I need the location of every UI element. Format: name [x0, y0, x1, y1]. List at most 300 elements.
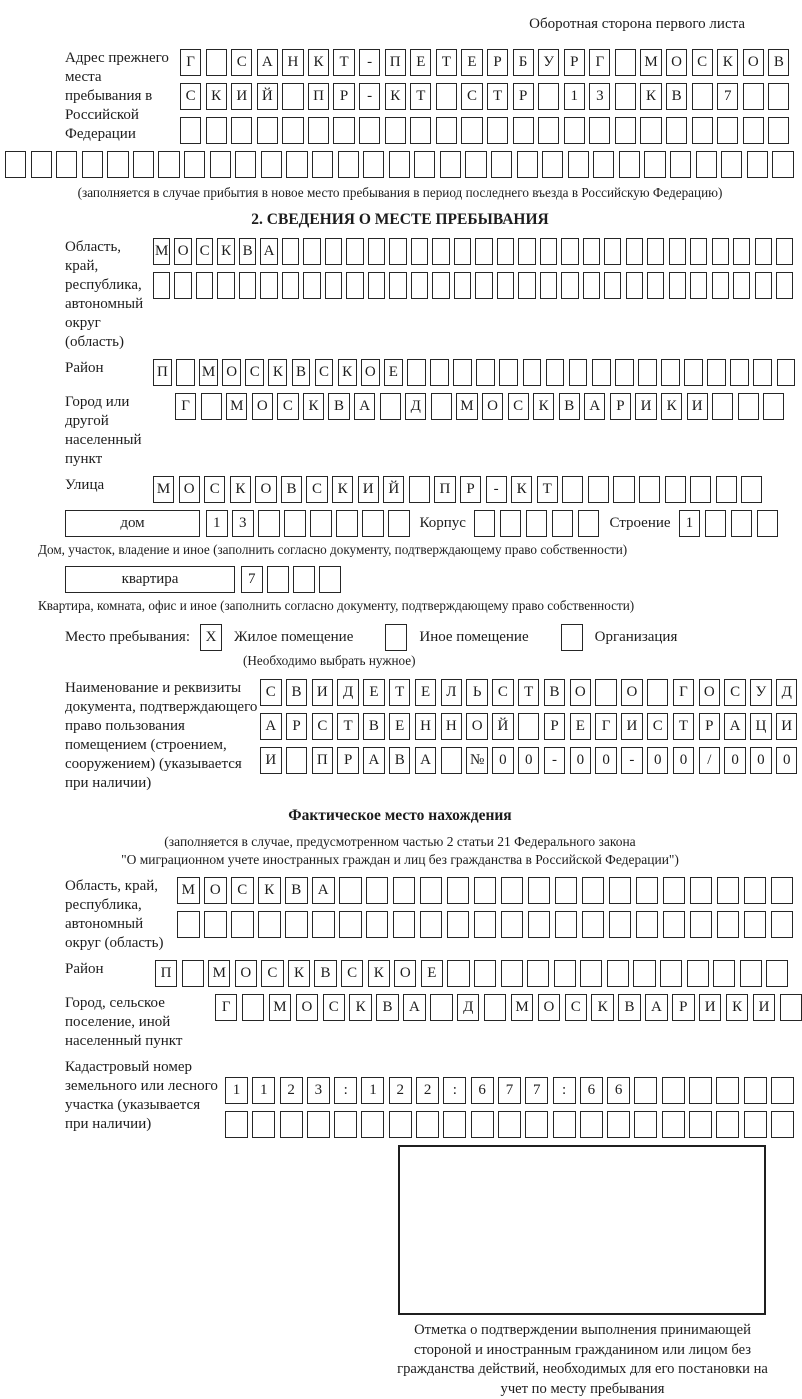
char-cell	[362, 510, 384, 537]
char-cell: М	[153, 238, 170, 265]
char-cell	[431, 393, 452, 420]
char-cell: Р	[672, 994, 694, 1021]
char-cell: О	[699, 679, 721, 706]
char-cell	[542, 151, 563, 178]
char-cell	[525, 1111, 548, 1138]
char-cell	[607, 960, 629, 987]
char-cell: И	[312, 679, 334, 706]
char-cell	[647, 238, 664, 265]
char-cell	[359, 117, 380, 144]
char-cell	[717, 911, 740, 938]
char-cell	[334, 1111, 357, 1138]
char-cell	[690, 272, 707, 299]
char-cell	[744, 877, 767, 904]
char-cell: -	[359, 49, 380, 76]
char-cell	[518, 238, 535, 265]
char-cell	[474, 877, 497, 904]
char-cell: О	[394, 960, 416, 987]
stroenie-row[interactable]	[679, 510, 779, 537]
char-cell: М	[640, 49, 661, 76]
char-cell: К	[303, 393, 324, 420]
char-cell: К	[511, 476, 532, 503]
char-cell: Р	[333, 83, 354, 110]
char-cell: И	[358, 476, 379, 503]
char-cell	[733, 272, 750, 299]
char-cell	[615, 49, 636, 76]
char-cell: К	[338, 359, 357, 386]
district-field	[65, 359, 800, 386]
char-cell: :	[443, 1077, 466, 1104]
stay-type-label: Место пребывания:	[65, 629, 190, 645]
district-row[interactable]	[153, 359, 795, 386]
char-cell	[527, 960, 549, 987]
char-cell	[712, 238, 729, 265]
char-cell	[690, 911, 713, 938]
char-cell	[447, 960, 469, 987]
char-cell: С	[724, 679, 746, 706]
actual-region-row-2[interactable]	[177, 911, 793, 938]
char-cell	[663, 911, 686, 938]
char-cell: К	[206, 83, 227, 110]
char-cell	[604, 238, 621, 265]
char-cell	[626, 238, 643, 265]
char-cell	[436, 83, 457, 110]
char-cell: К	[591, 994, 613, 1021]
char-cell	[346, 238, 363, 265]
char-cell	[647, 272, 664, 299]
char-cell	[325, 272, 342, 299]
char-cell	[389, 272, 406, 299]
char-cell	[282, 238, 299, 265]
char-cell: О	[222, 359, 241, 386]
char-cell	[312, 151, 333, 178]
char-cell	[766, 960, 788, 987]
char-cell: Л	[441, 679, 463, 706]
char-cell	[303, 238, 320, 265]
prev-address-row-1[interactable]	[180, 49, 789, 76]
char-cell	[206, 49, 227, 76]
char-cell: Й	[257, 83, 278, 110]
char-cell: 0	[750, 747, 772, 774]
char-cell	[346, 272, 363, 299]
char-cell	[454, 272, 471, 299]
char-cell: Р	[564, 49, 585, 76]
char-cell	[82, 151, 103, 178]
char-cell	[661, 359, 680, 386]
char-cell	[607, 1111, 630, 1138]
char-cell	[615, 83, 636, 110]
char-cell: Д	[405, 393, 426, 420]
char-cell: 0	[673, 747, 695, 774]
char-cell: Т	[337, 713, 359, 740]
char-cell	[663, 877, 686, 904]
char-cell	[689, 1111, 712, 1138]
char-cell	[634, 1111, 657, 1138]
char-cell	[336, 510, 358, 537]
actual-location-caption-2: "О миграционном учете иностранных граждан и лиц без гражданства в Российской Федерации")	[121, 852, 679, 867]
char-cell: -	[486, 476, 507, 503]
city-row[interactable]	[175, 393, 784, 420]
char-cell	[420, 877, 443, 904]
char-cell: К	[230, 476, 251, 503]
char-cell	[712, 393, 733, 420]
char-cell: В	[389, 747, 411, 774]
char-cell	[389, 1111, 412, 1138]
char-cell	[582, 911, 605, 938]
char-cell: В	[666, 83, 687, 110]
char-cell	[380, 393, 401, 420]
char-cell	[705, 510, 727, 537]
char-cell	[647, 679, 669, 706]
char-cell	[389, 151, 410, 178]
char-cell: :	[334, 1077, 357, 1104]
char-cell	[772, 151, 793, 178]
document-row-3[interactable]	[260, 747, 797, 774]
char-cell	[633, 960, 655, 987]
char-cell: О	[482, 393, 503, 420]
char-cell: 6	[607, 1077, 630, 1104]
char-cell: О	[174, 238, 191, 265]
char-cell: Т	[436, 49, 457, 76]
actual-district-field	[65, 960, 800, 987]
char-cell	[662, 1111, 685, 1138]
char-cell	[776, 272, 793, 299]
char-cell: 0	[595, 747, 617, 774]
char-cell: И	[231, 83, 252, 110]
char-cell	[696, 151, 717, 178]
char-cell	[738, 393, 759, 420]
char-cell	[639, 476, 660, 503]
stroenie-label: Строение	[609, 515, 671, 531]
char-cell: П	[155, 960, 177, 987]
char-cell	[730, 359, 749, 386]
actual-district-label: Район	[65, 961, 104, 977]
char-cell	[517, 151, 538, 178]
cadastre-row-2[interactable]	[225, 1111, 794, 1138]
char-cell: Д	[337, 679, 359, 706]
char-cell	[158, 151, 179, 178]
char-cell	[670, 151, 691, 178]
char-cell	[660, 960, 682, 987]
char-cell	[441, 747, 463, 774]
char-cell	[393, 877, 416, 904]
char-cell	[768, 117, 789, 144]
char-cell	[666, 117, 687, 144]
char-cell: Р	[699, 713, 721, 740]
char-cell: С	[341, 960, 363, 987]
char-cell: К	[308, 49, 329, 76]
char-cell: К	[349, 994, 371, 1021]
char-cell	[615, 117, 636, 144]
char-cell	[177, 911, 200, 938]
char-cell: М	[208, 960, 230, 987]
char-cell	[771, 911, 794, 938]
char-cell: М	[153, 476, 174, 503]
char-cell: М	[199, 359, 218, 386]
char-cell	[497, 272, 514, 299]
char-cell: О	[235, 960, 257, 987]
char-cell	[580, 1111, 603, 1138]
char-cell: 0	[647, 747, 669, 774]
korpus-label: Корпус	[419, 515, 466, 531]
char-cell	[580, 960, 602, 987]
actual-location-caption-1: (заполняется в случае, предусмотренном частью 2 статьи 21 Федерального закона	[164, 834, 636, 849]
char-cell: Т	[333, 49, 354, 76]
char-cell: С	[277, 393, 298, 420]
char-cell: А	[363, 747, 385, 774]
char-cell: Б	[513, 49, 534, 76]
document-row-1[interactable]	[260, 679, 797, 706]
street-row[interactable]	[153, 476, 762, 503]
checkbox-organizaciya[interactable]	[561, 624, 583, 651]
char-cell	[528, 911, 551, 938]
actual-city-row[interactable]	[215, 994, 802, 1021]
char-cell: -	[621, 747, 643, 774]
char-cell: 7	[717, 83, 738, 110]
char-cell	[564, 117, 585, 144]
char-cell	[500, 510, 522, 537]
char-cell: И	[687, 393, 708, 420]
stay-type-row	[65, 624, 800, 651]
char-cell	[561, 238, 578, 265]
city-field	[65, 393, 800, 469]
char-cell	[777, 359, 796, 386]
char-cell: №	[466, 747, 488, 774]
char-cell	[568, 151, 589, 178]
char-cell	[684, 359, 703, 386]
char-cell: Е	[363, 679, 385, 706]
char-cell: С	[204, 476, 225, 503]
actual-region-field	[65, 877, 800, 953]
char-cell: 1	[252, 1077, 275, 1104]
char-cell: В	[363, 713, 385, 740]
char-cell	[763, 393, 784, 420]
char-cell	[644, 151, 665, 178]
char-cell	[420, 911, 443, 938]
char-cell	[307, 1111, 330, 1138]
char-cell	[267, 566, 289, 593]
char-cell	[491, 151, 512, 178]
char-cell	[201, 393, 222, 420]
char-cell: А	[257, 49, 278, 76]
region-field	[65, 238, 800, 352]
char-cell	[285, 911, 308, 938]
char-cell: П	[312, 747, 334, 774]
char-cell: :	[553, 1077, 576, 1104]
char-cell	[252, 1111, 275, 1138]
region-row-1[interactable]	[153, 238, 793, 265]
checkbox-inoe-pomeshchenie[interactable]	[385, 624, 407, 651]
house-number-row[interactable]	[206, 510, 410, 537]
korpus-row[interactable]	[474, 510, 600, 537]
char-cell	[757, 510, 779, 537]
char-cell	[553, 1111, 576, 1138]
char-cell	[753, 359, 772, 386]
char-cell: О	[252, 393, 273, 420]
char-cell	[538, 83, 559, 110]
char-cell	[755, 238, 772, 265]
char-cell: Д	[776, 679, 798, 706]
checkbox-zhiloe-pomeshchenie[interactable]: X	[200, 624, 222, 651]
char-cell	[338, 151, 359, 178]
char-cell: 7	[241, 566, 263, 593]
char-cell	[740, 960, 762, 987]
char-cell: Д	[457, 994, 479, 1021]
char-cell	[411, 238, 428, 265]
char-cell	[239, 272, 256, 299]
char-cell	[592, 359, 611, 386]
char-cell: О	[361, 359, 380, 386]
char-cell: Т	[518, 679, 540, 706]
char-cell	[583, 238, 600, 265]
actual-region-row-1[interactable]	[177, 877, 793, 904]
char-cell: Г	[180, 49, 201, 76]
char-cell	[487, 117, 508, 144]
char-cell: Р	[610, 393, 631, 420]
char-cell	[540, 238, 557, 265]
char-cell	[471, 1111, 494, 1138]
char-cell: 0	[776, 747, 798, 774]
char-cell: С	[323, 994, 345, 1021]
char-cell	[284, 510, 306, 537]
char-cell: Т	[487, 83, 508, 110]
char-cell	[210, 151, 231, 178]
cadastre-row-1[interactable]	[225, 1077, 794, 1104]
char-cell	[552, 510, 574, 537]
char-cell: С	[461, 83, 482, 110]
document-row-2[interactable]	[260, 713, 797, 740]
char-cell	[716, 1111, 739, 1138]
char-cell	[555, 877, 578, 904]
char-cell: П	[434, 476, 455, 503]
char-cell	[368, 238, 385, 265]
apartment-box-label: квартира	[65, 566, 235, 593]
char-cell	[771, 877, 794, 904]
char-cell	[716, 476, 737, 503]
char-cell	[501, 877, 524, 904]
char-cell	[286, 151, 307, 178]
char-cell: Е	[389, 713, 411, 740]
char-cell	[690, 877, 713, 904]
actual-district-row[interactable]	[155, 960, 788, 987]
char-cell	[523, 359, 542, 386]
char-cell	[107, 151, 128, 178]
prev-address-row-4[interactable]	[5, 151, 800, 178]
char-cell	[604, 272, 621, 299]
char-cell	[308, 117, 329, 144]
char-cell: Г	[673, 679, 695, 706]
char-cell: А	[260, 238, 277, 265]
char-cell: 1	[206, 510, 228, 537]
char-cell: В	[618, 994, 640, 1021]
apartment-number-row[interactable]	[241, 566, 341, 593]
char-cell	[430, 994, 452, 1021]
char-cell	[538, 117, 559, 144]
char-cell	[153, 272, 170, 299]
char-cell	[692, 117, 713, 144]
char-cell	[518, 713, 540, 740]
char-cell	[474, 911, 497, 938]
char-cell	[416, 1111, 439, 1138]
char-cell	[595, 679, 617, 706]
char-cell	[461, 117, 482, 144]
char-cell	[540, 272, 557, 299]
char-cell	[717, 877, 740, 904]
char-cell	[430, 359, 449, 386]
char-cell: И	[753, 994, 775, 1021]
char-cell	[484, 994, 506, 1021]
document-field	[65, 679, 800, 793]
char-cell	[609, 911, 632, 938]
char-cell: М	[269, 994, 291, 1021]
char-cell	[436, 117, 457, 144]
char-cell: М	[456, 393, 477, 420]
char-cell	[707, 359, 726, 386]
char-cell: А	[645, 994, 667, 1021]
char-cell: -	[544, 747, 566, 774]
char-cell	[196, 272, 213, 299]
char-cell	[333, 117, 354, 144]
char-cell: -	[359, 83, 380, 110]
char-cell	[261, 151, 282, 178]
street-field	[65, 476, 800, 503]
char-cell: Е	[461, 49, 482, 76]
char-cell	[499, 359, 518, 386]
char-cell: Н	[441, 713, 463, 740]
prev-address-field	[65, 49, 800, 144]
char-cell	[368, 272, 385, 299]
char-cell: У	[538, 49, 559, 76]
char-cell: 1	[225, 1077, 248, 1104]
char-cell	[498, 1111, 521, 1138]
char-cell	[31, 151, 52, 178]
house-caption: Дом, участок, владение и иное (заполнить согласно документу, подтверждающему право собственности)	[38, 542, 628, 557]
char-cell	[692, 83, 713, 110]
char-cell: О	[204, 877, 227, 904]
char-cell: Е	[570, 713, 592, 740]
region-label: Область, край, республика, автономный округ (область)	[65, 239, 144, 350]
char-cell: Ь	[466, 679, 488, 706]
char-cell	[432, 238, 449, 265]
char-cell	[180, 117, 201, 144]
char-cell	[133, 151, 154, 178]
char-cell: К	[258, 877, 281, 904]
char-cell: К	[661, 393, 682, 420]
char-cell: В	[768, 49, 789, 76]
char-cell: /	[699, 747, 721, 774]
prev-address-row-2[interactable]	[180, 83, 789, 110]
char-cell: У	[750, 679, 772, 706]
char-cell: К	[217, 238, 234, 265]
prev-address-row-3[interactable]	[180, 117, 789, 144]
char-cell: 2	[416, 1077, 439, 1104]
char-cell: К	[726, 994, 748, 1021]
char-cell	[626, 272, 643, 299]
char-cell	[638, 359, 657, 386]
back-side-note: Оборотная сторона первого листа	[529, 16, 745, 32]
char-cell: 0	[492, 747, 514, 774]
char-cell: И	[635, 393, 656, 420]
char-cell: О	[255, 476, 276, 503]
char-cell	[497, 238, 514, 265]
region-row-2[interactable]	[153, 272, 793, 299]
document-label: Наименование и реквизиты документа, подтверждающего право пользования помещением (строением, сооружением) (указывается при наличии)	[65, 680, 258, 791]
char-cell	[476, 359, 495, 386]
char-cell: А	[724, 713, 746, 740]
char-cell: А	[415, 747, 437, 774]
char-cell	[184, 151, 205, 178]
char-cell	[712, 272, 729, 299]
